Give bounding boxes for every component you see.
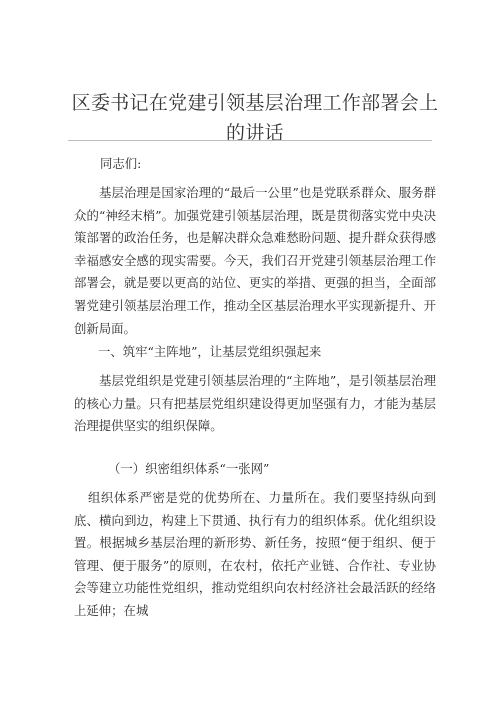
subsection-heading-1: （一）织密组织体系“一张网” <box>108 461 270 476</box>
paragraph-section-1: 基层党组织是党建引领基层治理的“主阵地”，是引领基层治理的核心力量。只有把基层党组织建设得更加坚强有力，才能为基层治理提供坚实的组织保障。 <box>74 373 436 434</box>
title-divider <box>68 140 432 141</box>
document-title: 区委书记在党建引领基层治理工作部署会上的讲话 <box>71 92 439 144</box>
paragraph-intro: 基层治理是国家治理的“最后一公里”也是党联系群众、服务群众的“神经末梢”。加强党建引领基层治理，既是贯彻落实党中央决策部署的政治任务，也是解决群众急难愁盼问题、提升群众获得感幸福感安全感的现实需要。今天，我们召开党建引领基层治理工作部署会，就是要以更高的站位、更实的举措、更强的担当，全面部署党建引领基层治理工作，推动全区基层治理水平实现新提升、开创新局面。 <box>74 185 436 336</box>
paragraph-subsection-1: 组织体系严密是党的优势所在、力量所在。我们要坚持纵向到底、横向到边，构建上下贯通、执行有力的组织体系。优化组织设置。根据城乡基层治理的新形势、新任务，按照“便于组织、便于管理、便于服务”的原则，在农村，依托产业链、合作社、专业协会等建立功能性党组织，推动党组织向农村经济社会最活跃的经络上延伸；在城 <box>74 490 436 618</box>
section-heading-1: 一、筑牢“主阵地”，让基层党组织强起来 <box>98 344 322 359</box>
salutation: 同志们: <box>100 156 142 171</box>
